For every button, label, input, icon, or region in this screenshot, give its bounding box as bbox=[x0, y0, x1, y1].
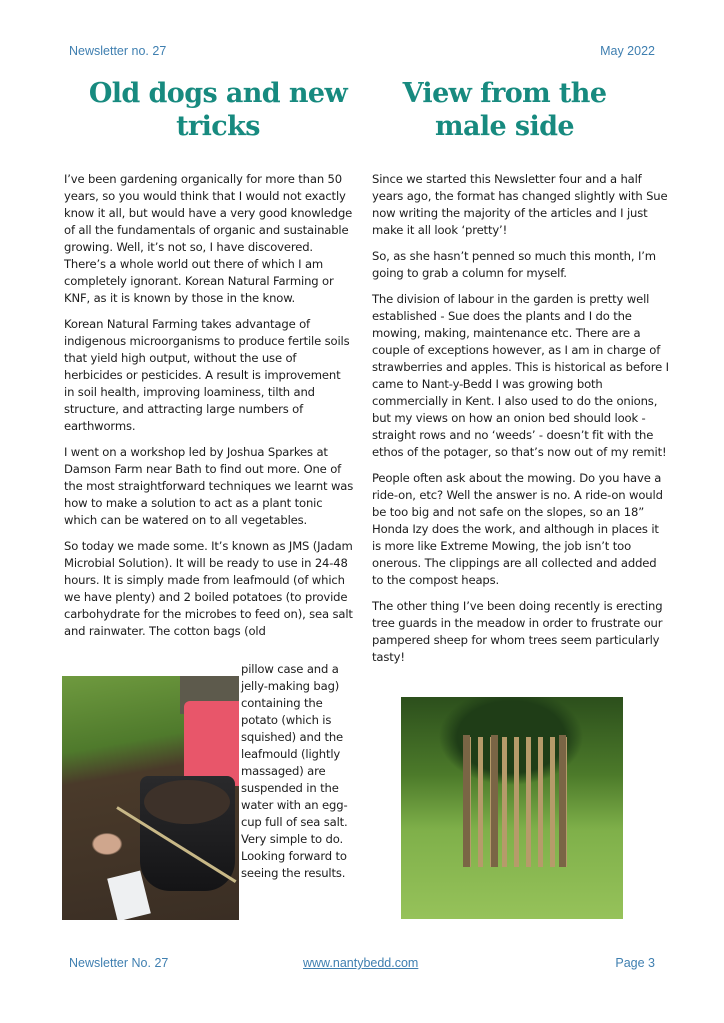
header-date: May 2022 bbox=[600, 44, 655, 58]
paragraph: I went on a workshop led by Joshua Sparkes at Damson Farm near Bath to find out more. One of the most straightforward techniques we learnt was how to make a solution to act as a plant tonic which can be watered on to all vegetables. bbox=[64, 445, 354, 527]
header-newsletter-number: Newsletter no. 27 bbox=[69, 44, 167, 58]
paragraph: The division of labour in the garden is pretty well established - Sue does the plants and I do the mowing, making, maintenance etc. There are a couple of exceptions however, as I am in charge of strawberries and apples. This is historical as before I came to Nant-y-Bedd I was growing both commercially in Kent. I also used to do the onions, but my views on how an onion bed should look - straight rows and no ‘weeds’ - doesn’t fit with the ethos of the potager, so that’s now out of my remit! bbox=[372, 292, 669, 459]
wrapped-paragraph: pillow case and a jelly-making bag) containing the potato (which is squished) and the leafmould (lightly massaged) are suspended in the water with an egg-cup full of sea salt. Very simple to do. Looking forward to seeing the results. bbox=[241, 662, 348, 880]
right-article-body bbox=[372, 171, 670, 675]
left-article-title: Old dogs and new tricks bbox=[88, 78, 348, 142]
paragraph: So, as she hasn’t penned so much this month, I’m going to grab a column for myself. bbox=[372, 249, 656, 280]
right-article-title: View from the male side bbox=[402, 78, 607, 142]
footer-website-link[interactable]: www.nantybedd.com bbox=[303, 956, 419, 970]
paragraph: The other thing I’ve been doing recently is erecting tree guards in the meadow in order to frustrate our pampered sheep for whom trees seem particularly tasty! bbox=[372, 599, 663, 664]
paragraph: People often ask about the mowing. Do you have a ride-on, etc? Well the answer is no. A ride-on would be too big and not safe on the slopes, so an 18” Honda Izy does the work, and although in places it is more like Extreme Mowing, the job isn’t too onerous. The clippings are all collected and added to the compost heaps. bbox=[372, 471, 663, 587]
footer-newsletter-number: Newsletter No. 27 bbox=[69, 956, 169, 970]
jms-bucket-photo bbox=[62, 676, 239, 920]
tree-guard-photo bbox=[401, 697, 623, 919]
left-article-body bbox=[64, 171, 354, 649]
paragraph: I’ve been gardening organically for more than 50 years, so you would think that I would not exactly know it all, but would have a very good knowledge of all the fundamentals of organic and sustainable growing. Well, it’s not so, I have discovered. There’s a whole world out there of which I am completely ignorant. Korean Natural Farming or KNF, as it is known by those in the know. bbox=[64, 172, 353, 305]
left-article-heading bbox=[64, 77, 356, 143]
wrapped-text-column bbox=[241, 661, 361, 882]
paragraph: Korean Natural Farming takes advantage of indigenous microorganisms to produce fertile soils that yield high output, without the use of herbicides or pesticides. A result is improvement in soil health, improving loaminess, tilth and structure, and attracting large numbers of earthworms. bbox=[64, 317, 350, 433]
right-article-heading bbox=[372, 77, 662, 143]
paragraph: Since we started this Newsletter four and a half years ago, the format has changed slightly with Sue now writing the majority of the articles and I just make it all look ‘pretty’! bbox=[372, 172, 668, 237]
paragraph: So today we made some. It’s known as JMS (Jadam Microbial Solution). It will be ready to use in 24-48 hours. It is simply made from leafmould (of which we have plenty) and 2 boiled potatoes (to provide carbohydrate for the microbes to feed on), sea salt and rainwater. The cotton bags (old bbox=[64, 539, 353, 638]
footer-page-number: Page 3 bbox=[615, 956, 655, 970]
